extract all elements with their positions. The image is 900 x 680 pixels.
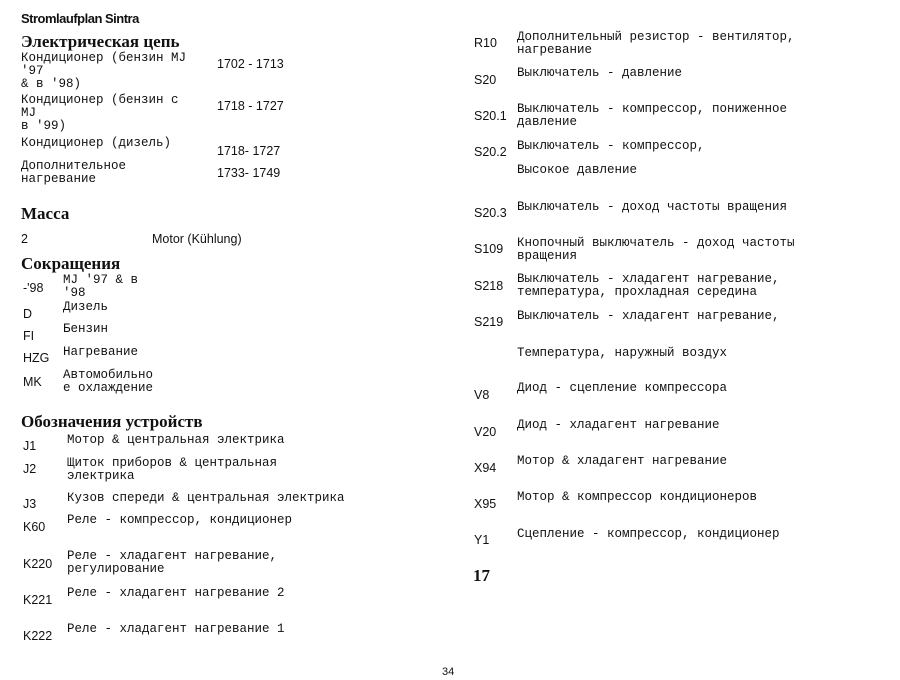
- device-code: K221: [23, 593, 53, 607]
- device-description: Реле - компрессор, кондиционер: [67, 513, 293, 527]
- circuit-row-label: Кондиционер (бензин с MJ в '99): [21, 93, 179, 133]
- circuit-section-title: Электрическая цепь: [21, 32, 180, 51]
- abbreviation-code: FI: [23, 329, 35, 343]
- device-code: K222: [23, 629, 53, 643]
- mass-description: Motor (Kühlung): [152, 232, 242, 246]
- device-description: Реле - хладагент нагревание 1: [67, 622, 285, 636]
- mass-section-title: Масса: [21, 204, 70, 223]
- document-title: Stromlaufplan Sintra: [21, 11, 139, 26]
- device-description: Диод - хладагент нагревание: [517, 418, 720, 432]
- abbreviation-description: Бензин: [63, 322, 109, 336]
- device-code: S20.3: [474, 206, 507, 220]
- device-code: K220: [23, 557, 53, 571]
- device-description: Высокое давление: [517, 163, 638, 177]
- device-code: S20: [474, 73, 497, 87]
- device-code: X95: [474, 497, 497, 511]
- device-description: Дополнительный резистор - вентилятор, нагревание: [517, 30, 795, 57]
- device-description: Реле - хладагент нагревание, регулирование: [67, 549, 278, 576]
- device-description: Выключатель - хладагент нагревание, температура, прохладная середина: [517, 272, 780, 299]
- page-number: 34: [442, 666, 455, 678]
- device-description: Сцепление - компрессор, кондиционер: [517, 527, 780, 541]
- device-code: K60: [23, 520, 46, 534]
- device-description: Выключатель - компрессор,: [517, 139, 705, 153]
- device-code: X94: [474, 461, 497, 475]
- device-code: J2: [23, 462, 37, 476]
- device-description: Кузов спереди & центральная электрика: [67, 491, 345, 505]
- device-description: Выключатель - хладагент нагревание,: [517, 309, 780, 323]
- circuit-row-label: Кондиционер (дизель): [21, 136, 172, 150]
- device-code: S20.1: [474, 109, 507, 123]
- device-description: Выключатель - давление: [517, 66, 683, 80]
- abbreviation-code: MK: [23, 375, 42, 389]
- abbreviation-description: Нагревание: [63, 345, 139, 359]
- device-description: Мотор & хладагент нагревание: [517, 454, 728, 468]
- device-description: Щиток приборов & центральная электрика: [67, 456, 278, 483]
- device-description: Мотор & центральная электрика: [67, 433, 285, 447]
- abbreviation-description: Автомобильно е охлаждение: [63, 368, 154, 395]
- circuit-row-range: 1733- 1749: [217, 166, 281, 180]
- device-code: V8: [474, 388, 490, 402]
- abbreviation-code: HZG: [23, 351, 50, 365]
- device-description: Кнопочный выключатель - доход частоты вращения: [517, 236, 795, 263]
- device-code: S109: [474, 242, 504, 256]
- device-description: Температура, наружный воздух: [517, 346, 728, 360]
- device-code: V20: [474, 425, 497, 439]
- circuit-row-label: Дополнительное нагревание: [21, 159, 127, 186]
- circuit-row-range: 1718- 1727: [217, 144, 281, 158]
- device-code: J3: [23, 497, 37, 511]
- abbreviation-description: Дизель: [63, 300, 109, 314]
- abbreviation-code: D: [23, 307, 33, 321]
- device-description: Диод - сцепление компрессора: [517, 381, 728, 395]
- mass-code: 2: [21, 232, 28, 246]
- circuit-row-range: 1702 - 1713: [217, 57, 284, 71]
- circuit-row-label: Кондиционер (бензин MJ '97 & в '98): [21, 51, 187, 91]
- circuit-row-range: 1718 - 1727: [217, 99, 284, 113]
- abbreviations-section-title: Сокращения: [21, 254, 121, 273]
- device-code: Y1: [474, 533, 490, 547]
- footnote-number: 17: [473, 566, 490, 585]
- abbreviation-description: MJ '97 & в '98: [63, 273, 139, 300]
- device-code: R10: [474, 36, 497, 50]
- device-code: S20.2: [474, 145, 507, 159]
- device-description: Выключатель - доход частоты вращения: [517, 200, 788, 214]
- device-code: S219: [474, 315, 504, 329]
- abbreviation-code: -'98: [23, 281, 44, 295]
- device-description: Реле - хладагент нагревание 2: [67, 586, 285, 600]
- device-code: J1: [23, 439, 37, 453]
- devices-section-title: Обозначения устройств: [21, 412, 203, 431]
- device-code: S218: [474, 279, 504, 293]
- device-description: Мотор & компрессор кондиционеров: [517, 490, 758, 504]
- device-description: Выключатель - компрессор, пониженное давление: [517, 102, 788, 129]
